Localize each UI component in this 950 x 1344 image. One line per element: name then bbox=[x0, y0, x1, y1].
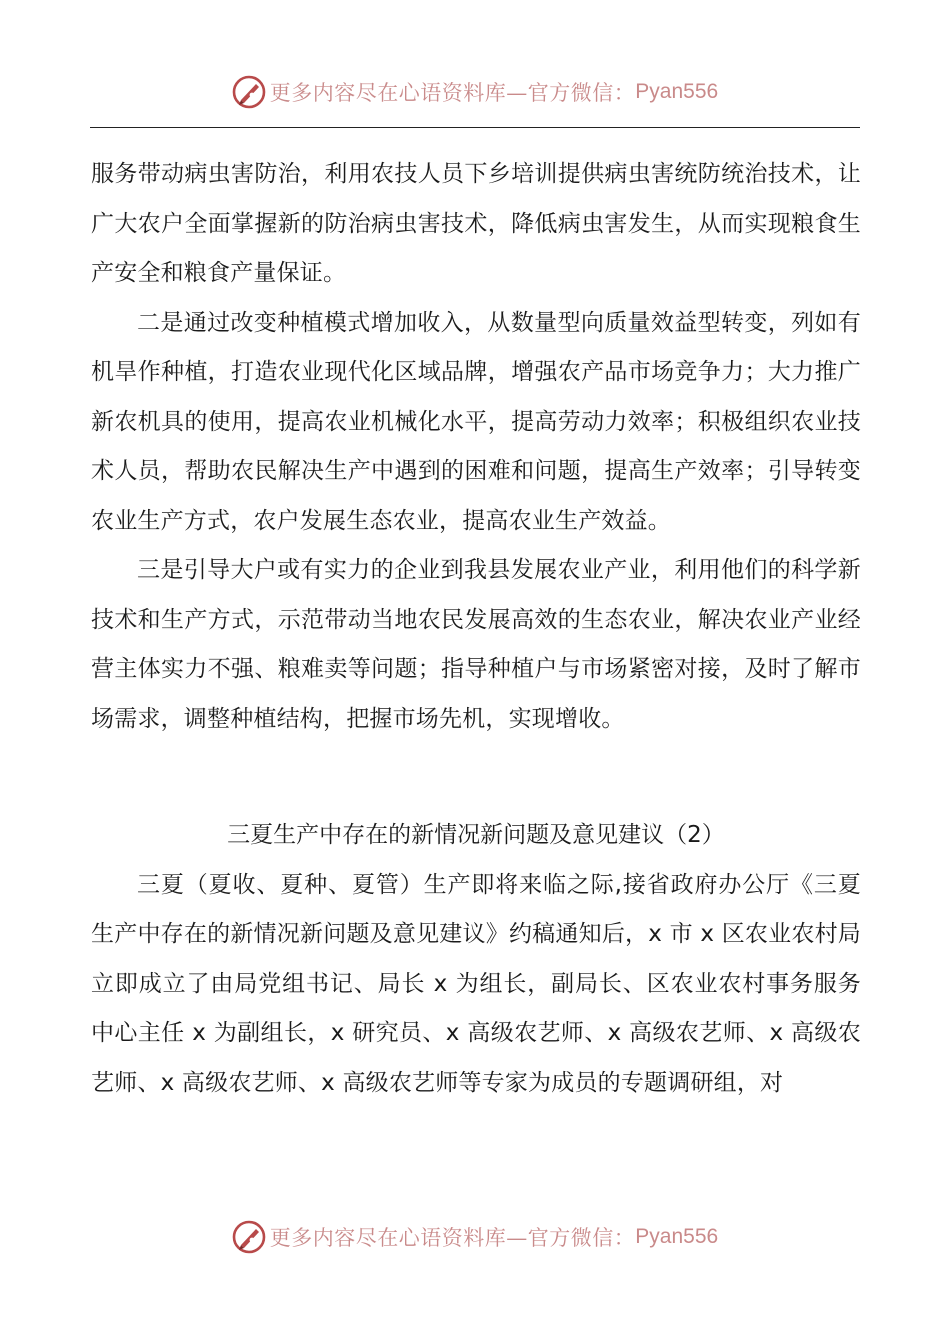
section-gap bbox=[91, 744, 861, 811]
wechat-id: Pyan556 bbox=[635, 1225, 719, 1248]
paragraph-4: 三夏（夏收、夏种、夏管）生产即将来临之际,接省政府办公厅《三夏生产中存在的新情况新问题及意见建议》约稿通知后，x 市 x 区农业农村局立即成立了由局党组书记、局长 x 为组长，副局长、区农业农村事务服务中心主任 x 为副组长，x 研究员、x 高级农艺师、x 高级农艺师、x 高级农艺师、x 高级农艺师、x 高级农艺师等专家为成员的专题调研组，对 bbox=[91, 871, 861, 1096]
header-watermark bbox=[0, 70, 950, 114]
header-divider bbox=[90, 127, 860, 128]
pen-logo-icon bbox=[232, 75, 266, 109]
watermark-text: 更多内容尽在心语资料库—官方微信： bbox=[269, 1226, 636, 1250]
watermark-text: 更多内容尽在心语资料库—官方微信： bbox=[269, 81, 636, 105]
pen-logo-icon bbox=[232, 1220, 266, 1254]
section-heading: 三夏生产中存在的新情况新问题及意见建议（2） bbox=[227, 822, 725, 848]
wechat-id: Pyan556 bbox=[635, 80, 719, 103]
paragraph-3: 三是引导大户或有实力的企业到我县发展农业产业，利用他们的科学新技术和生产方式，示范带动当地农民发展高效的生态农业，解决农业产业经营主体实力不强、粮难卖等问题；指导种植户与市场紧密对接，及时了解市场需求，调整种植结构，把握市场先机，实现增收。 bbox=[91, 557, 861, 732]
paragraph-1: 服务带动病虫害防治，利用农技人员下乡培训提供病虫害统防统治技术，让广大农户全面掌握新的防治病虫害技术，降低病虫害发生，从而实现粮食生产安全和粮食产量保证。 bbox=[91, 161, 861, 286]
document-body bbox=[91, 150, 861, 1108]
paragraph-2: 二是通过改变种植模式增加收入，从数量型向质量效益型转变，列如有机旱作种植，打造农业现代化区域品牌，增强农产品市场竞争力；大力推广新农机具的使用，提高农业机械化水平，提高劳动力效率；积极组织农业技术人员，帮助农民解决生产中遇到的困难和问题，提高生产效率；引导转变农业生产方式，农户发展生态农业，提高农业生产效益。 bbox=[91, 309, 861, 534]
footer-watermark bbox=[0, 1215, 950, 1259]
